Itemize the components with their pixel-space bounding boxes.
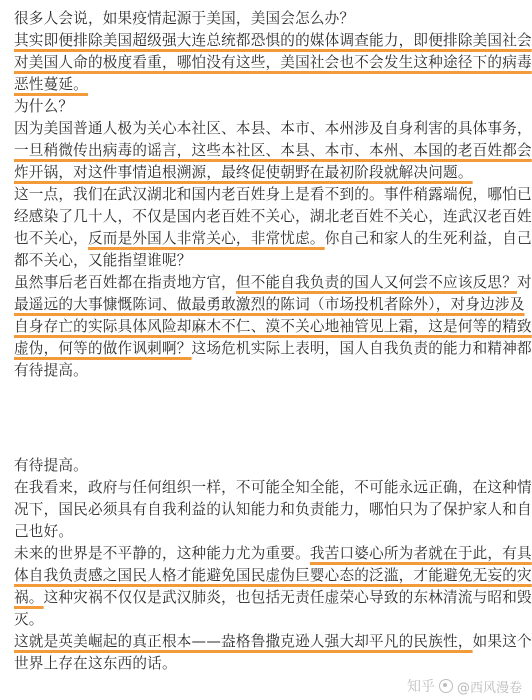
text-segment: 有待提高。 xyxy=(14,457,88,474)
text-segment: 己也好。 xyxy=(14,523,74,540)
highlighted-text: 祸。 xyxy=(14,589,44,606)
text-line xyxy=(14,52,532,74)
text-segment: 在我看来，政府与任何组织一样，不可能全知全能，不可能永远正确，在这种情 xyxy=(14,479,532,496)
highlighted-text: 其实即便排除美国超级强大连总统都恐惧的的媒体调查能力，即便排除美国社会 xyxy=(14,32,532,49)
text-segment: 为什么？ xyxy=(14,98,74,115)
highlighted-text: 对美国人命的极度看重，哪怕没有这些，美国社会也不会发生这种途径下的病毒 xyxy=(14,54,532,71)
text-segment: 世界上存在这东西的话。 xyxy=(14,655,177,672)
text-line xyxy=(14,565,532,587)
text-line xyxy=(14,455,520,477)
text-segment: 这场危机实际上表明，国人自我负责的能力和精神都 xyxy=(191,340,532,357)
text-line xyxy=(14,96,520,118)
watermark-author: @西风漫卷 xyxy=(456,680,522,696)
text-segment: 这一点，我们在武汉湖北和国内老百姓身上是看不到的。事件稍露端倪，哪怕已 xyxy=(14,186,532,203)
text-line xyxy=(14,206,532,228)
text-line xyxy=(14,30,532,52)
text-line xyxy=(14,521,520,543)
text-segment: 经感染了几十人，不仅是国内老百姓不关心，湖北老百姓不关心，连武汉老百姓 xyxy=(14,208,532,225)
text-line xyxy=(14,74,520,96)
text-segment: 如果这个 xyxy=(472,633,532,650)
highlighted-text: 自身存亡的实际具体风险却麻木不仁、漠不关心地袖管见上霜，这是何等的精致 xyxy=(14,318,532,335)
highlighted-text: 虚伪，何等的做作讽刺啊？ xyxy=(14,340,192,357)
author-avatar-icon xyxy=(439,679,453,693)
text-line xyxy=(14,631,532,653)
text-segment: 很多人会说，如果疫情起源于美国，美国会怎么办？ xyxy=(14,10,355,27)
highlighted-text: 恶性蔓延。 xyxy=(14,76,88,93)
text-line xyxy=(14,338,532,360)
highlighted-text: 反而是外国人非常关心，非常忧虑。 xyxy=(87,230,325,247)
highlighted-text: 炸开锅，对这件事情追根溯源，最终促使朝野在最初阶段就解决问题。 xyxy=(14,164,473,181)
text-segment: 因为美国普通人极为关心本社区、本县、本市、本州涉及自身利害的具体事务， xyxy=(14,120,532,137)
text-line xyxy=(14,118,532,140)
text-segment: 也不关心， xyxy=(14,230,88,247)
text-segment: 都不关心，又能指望谁呢？ xyxy=(14,252,192,269)
text-segment: 未来的世界是不平静的，这种能力尤为重要。 xyxy=(14,545,310,562)
text-line xyxy=(14,228,532,250)
text-line xyxy=(14,294,525,316)
highlighted-text: 最遥远的大事慷慨陈词、做最勇敢激烈的陈词（市场投机者除外），对身边涉及 xyxy=(14,296,525,313)
zhihu-logo-text: 知乎 xyxy=(406,679,435,695)
text-segment: 灭。 xyxy=(14,611,44,628)
text-line xyxy=(14,272,532,294)
text-segment: 况下，国民必须具有自我利益的认知能力和负责能力，哪怕只为了保护家人和自 xyxy=(14,501,532,518)
text-line xyxy=(14,609,520,631)
highlighted-text: 我苦口婆心所为者就在于此，有具 xyxy=(309,545,532,562)
text-segment: 你自己和家人的生死利益，自己 xyxy=(324,230,532,247)
text-line xyxy=(14,162,520,184)
article-block-1 xyxy=(14,8,532,382)
highlighted-text: 一旦稍微传出病毒的谣言，这些本社区、本县、本市、本州、本国的老百姓都会 xyxy=(14,142,532,159)
text-segment: 对 xyxy=(517,274,532,291)
text-line xyxy=(14,477,532,499)
text-line xyxy=(14,184,532,206)
text-line xyxy=(14,250,520,272)
zhihu-watermark xyxy=(407,676,522,696)
text-line xyxy=(14,499,532,521)
text-segment: 有待提高。 xyxy=(14,362,88,379)
highlighted-text: 但不能自我负责的国人又何尝不应该反思？ xyxy=(235,274,518,291)
text-line xyxy=(14,587,532,609)
text-segment: 虽然事后老百姓都在指责地方官， xyxy=(14,274,236,291)
text-line xyxy=(14,140,532,162)
text-line xyxy=(14,8,520,30)
text-line xyxy=(14,543,532,565)
highlighted-text: 这就是英美崛起的真正根本——盎格鲁撒克逊人强大却平凡的民族性， xyxy=(14,633,473,650)
highlighted-text: 体自我负责感之国民人格才能避免国民虚伪巨婴心态的泛滥，才能避免无妄的灾 xyxy=(14,567,532,584)
text-line xyxy=(14,360,520,382)
text-line xyxy=(14,653,520,675)
text-line xyxy=(14,316,532,338)
text-segment: 这种灾祸不仅仅是武汉肺炎，也包括无责任虚荣心导致的东林清流与昭和毁 xyxy=(43,589,532,606)
article-block-2 xyxy=(14,455,532,675)
